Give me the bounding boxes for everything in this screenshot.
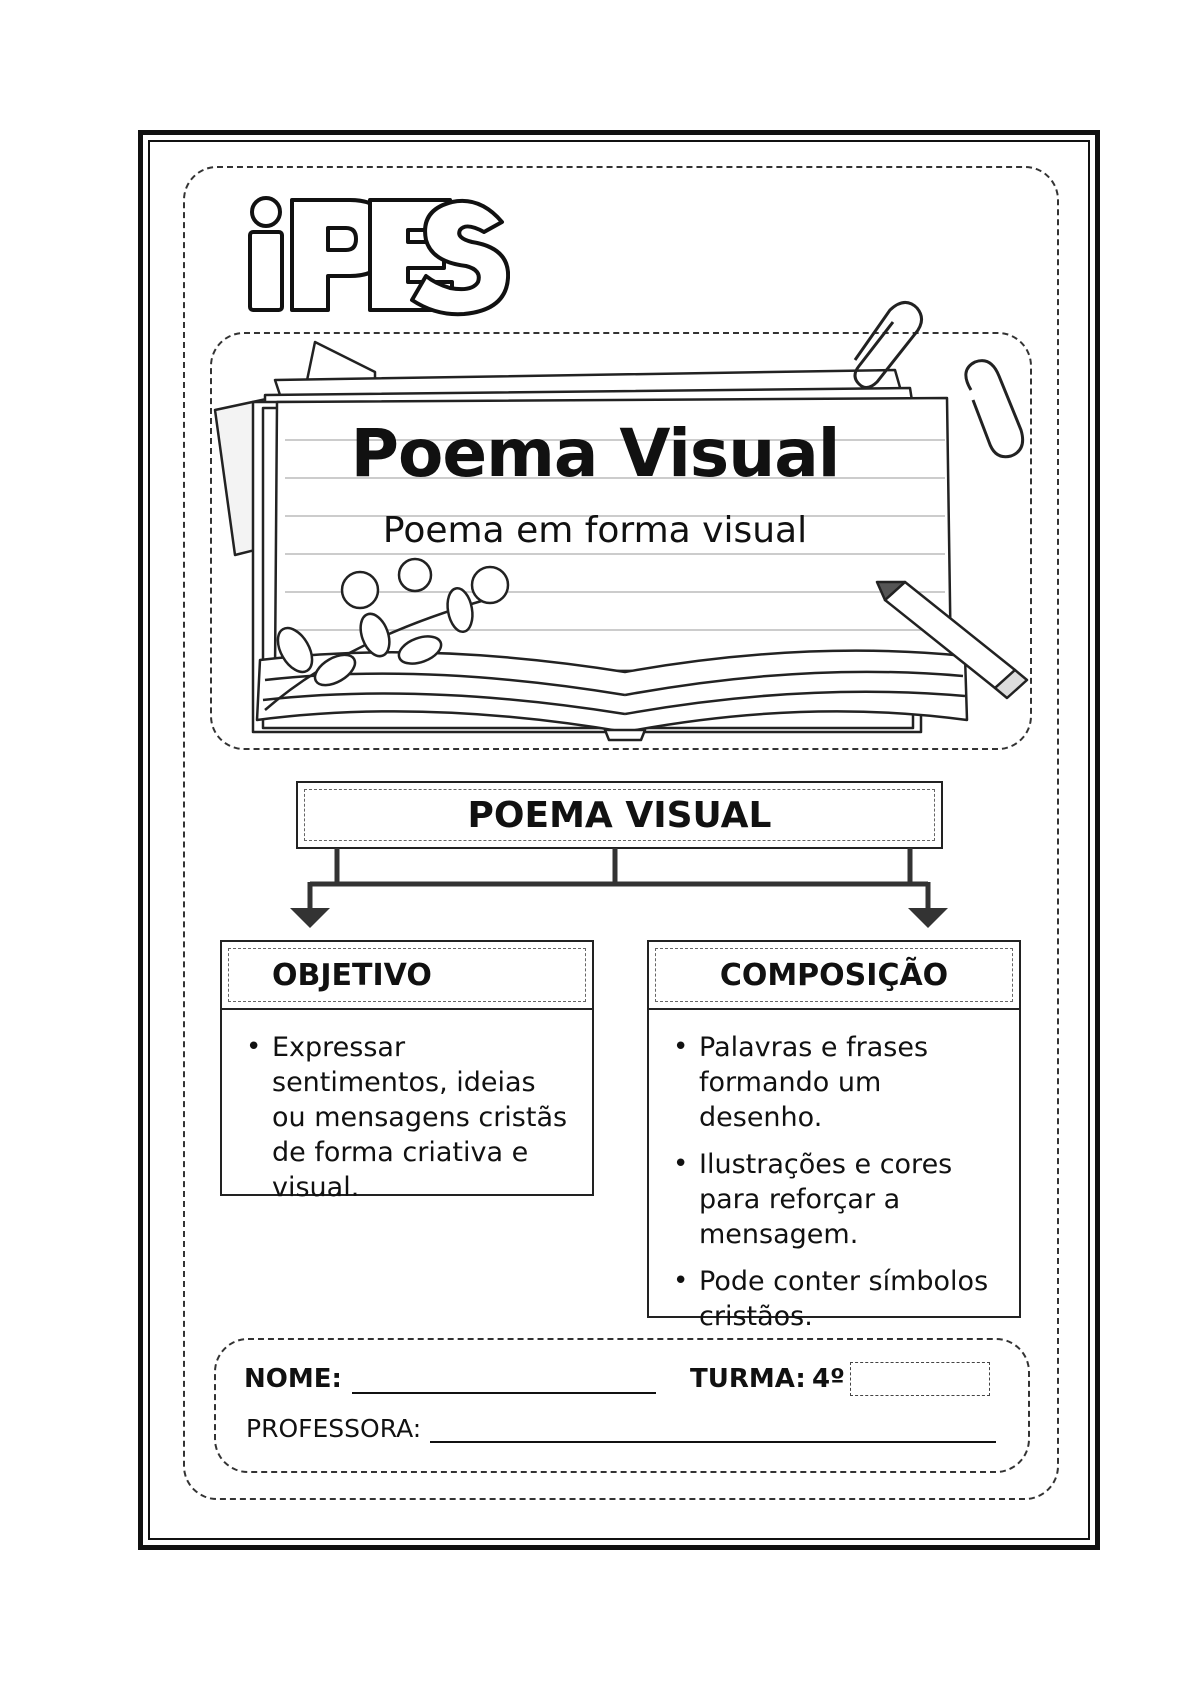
arrow-right-icon xyxy=(908,908,948,928)
class-field[interactable] xyxy=(850,1362,990,1396)
teacher-field[interactable] xyxy=(430,1441,996,1443)
objective-item: • Expressar sentimentos, ideias ou mensagens cristãs de forma criativa e visual. xyxy=(246,1030,574,1205)
name-label: NOME: xyxy=(244,1364,342,1394)
class-label: TURMA: xyxy=(690,1364,806,1394)
composition-box xyxy=(647,940,1021,1332)
arrow-left-icon xyxy=(290,908,330,928)
class-grade: 4º xyxy=(812,1364,845,1394)
diagram-connectors xyxy=(280,848,960,930)
name-field[interactable] xyxy=(352,1392,656,1394)
student-info-box xyxy=(214,1338,1030,1473)
objective-box xyxy=(220,940,594,1203)
objective-heading xyxy=(222,942,592,1010)
composition-item: • Pode conter símbolos cristãos. xyxy=(673,1264,1001,1334)
objective-body xyxy=(222,1010,592,1205)
objective-heading-label: OBJETIVO xyxy=(272,957,432,993)
teacher-label: PROFESSORA: xyxy=(246,1414,422,1443)
cover-title: Poema Visual xyxy=(350,415,840,492)
composition-heading-label: COMPOSIÇÃO xyxy=(719,957,949,993)
diagram-header xyxy=(296,781,943,849)
diagram-header-label: POEMA VISUAL xyxy=(467,794,772,836)
composition-body xyxy=(649,1010,1019,1334)
ipes-logo xyxy=(240,192,510,317)
composition-item: • Palavras e frases formando um desenho. xyxy=(673,1030,1001,1135)
cover-subtitle: Poema em forma visual xyxy=(382,510,808,551)
composition-heading xyxy=(649,942,1019,1010)
composition-item: • Ilustrações e cores para reforçar a mensagem. xyxy=(673,1147,1001,1252)
